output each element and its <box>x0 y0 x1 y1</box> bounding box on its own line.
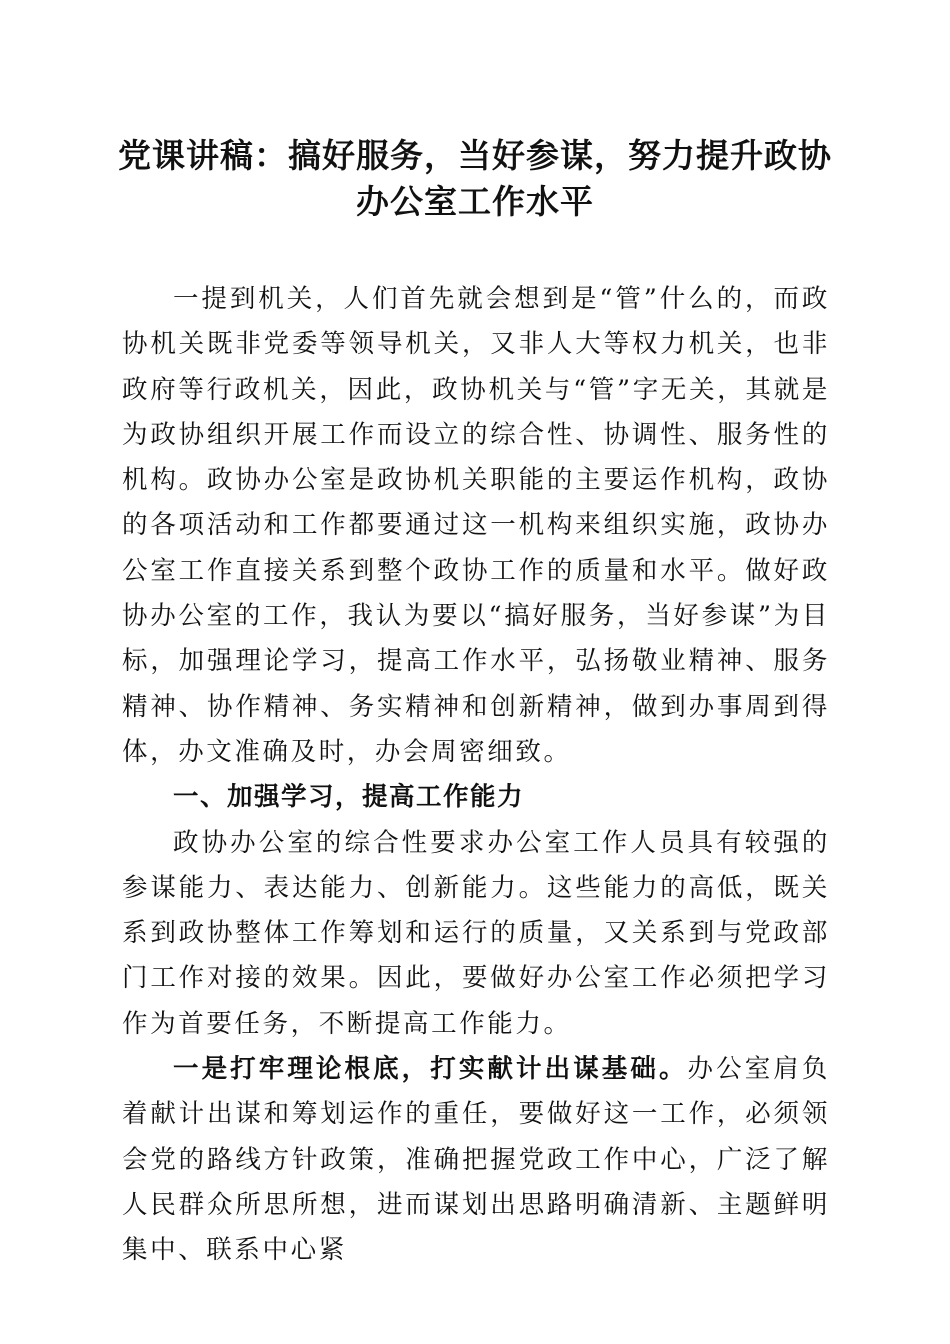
point-lead: 一是打牢理论根底，打实献计出谋基础。 <box>173 1054 688 1085</box>
intro-paragraph: 一提到机关，人们首先就会想到是“管”什么的，而政协机关既非党委等领导机关，又非人大等权力机关，也非政府等行政机关，因此，政协机关与“管”字无关，其就是为政协组织开展工作而设立的综合性、协调性、服务性的机构。政协办公室是政协机关职能的主要运作机构，政协的各项活动和工作都要通过这一机构来组织实施，政协办公室工作直接关系到整个政协工作的质量和水平。做好政协办公室的工作，我认为要以“搞好服务，当好参谋”为目标，加强理论学习，提高工作水平，弘扬敬业精神、服务精神、协作精神、务实精神和创新精神，做到办事周到得体，办文准确及时，办会周密细致。 <box>122 284 830 767</box>
point-text: 办公室肩负着献计出谋和筹划运作的重任，要做好这一工作，必须领会党的路线方针政策，准确把握党政工作中心，广泛了解人民群众所思所想，进而谋划出思路明确清新、主题鲜明集中、联系中心紧 <box>122 1054 830 1266</box>
point-paragraph <box>122 1047 830 1273</box>
document-title: 党课讲稿：搞好服务，当好参谋，努力提升政协办公室工作水平 <box>118 136 832 221</box>
section-paragraph: 政协办公室的综合性要求办公室工作人员具有较强的参谋能力、表达能力、创新能力。这些能力的高低，既关系到政协整体工作筹划和运行的质量，又关系到与党政部门工作对接的效果。因此，要做好办公室工作必须把学习作为首要任务，不断提高工作能力。 <box>122 827 830 1039</box>
document-body <box>122 277 830 1274</box>
section-heading: 一、加强学习，提高工作能力 <box>173 782 525 813</box>
